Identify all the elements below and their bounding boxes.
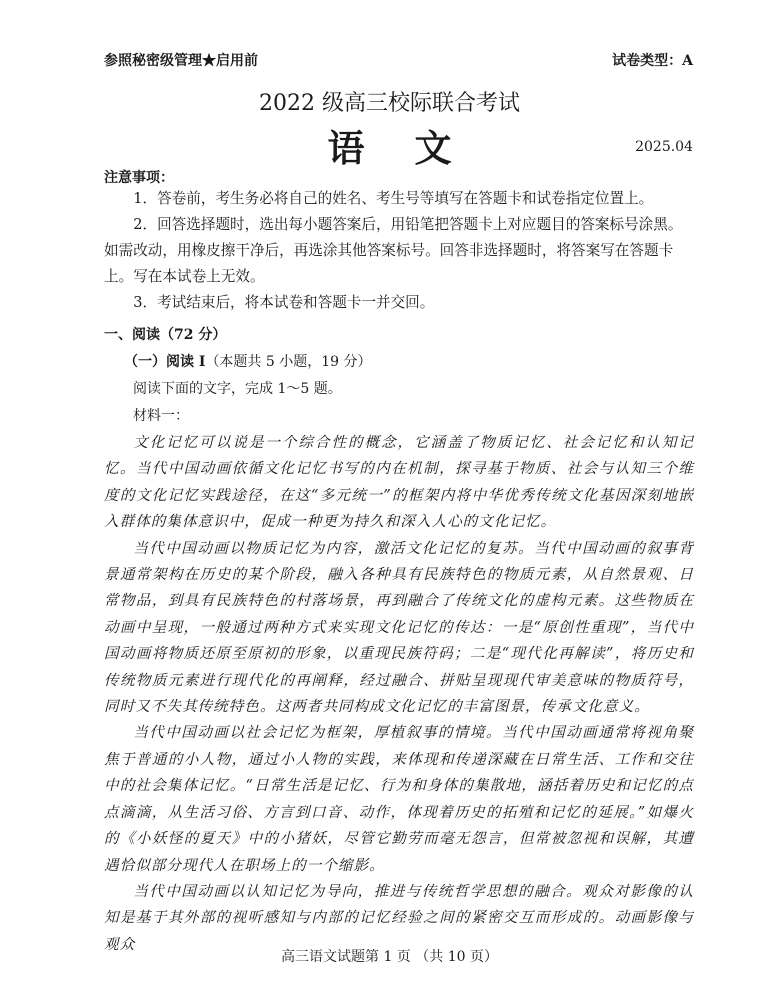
article-paragraph-2: 当代中国动画以物质记忆为内容，激活文化记忆的复苏。当代中国动画的叙事背景通常架构在历史的某个阶段，融入各种具有民族特色的物质元素，从自然景观、日常物品，到具有民族特色的村落场景，再到融合了传统文化的虚构元素。这些物质在动画中呈现，一般通过两种方式来实现文化记忆的传达：一是“原创性重现”，当代中国动画将物质还原至原初的形象，以重现民族符码；二是“现代化再解读”，将历史和传统物质元素进行现代化的再阐释，经过融合、拼贴呈现现代审美意味的物质符号，同时又不失其传统特色。这两者共同构成文化记忆的丰富图景，传承文化意义。 <box>104 539 694 716</box>
article-paragraph-3: 当代中国动画以社会记忆为框架，厚植叙事的情境。当代中国动画通常将视角聚焦于普通的小人物，通过小人物的实践，来体现和传递深藏在日常生活、工作和交往中的社会集体记忆。“日常生活是记忆、行为和身体的集散地，涵括着历史和记忆的点点滴滴，从生活习俗、方言到口音、动作，体现着历史的拓殖和记忆的延展。”如爆火的《小妖怪的夏天》中的小猪妖，尽管它勤劳而毫无怨言，但常被忽视和误解，其遭遇恰似部分现代人在职场上的一个缩影。 <box>104 724 694 874</box>
subject-title: 语文 <box>327 126 502 170</box>
reading-instruction: 阅读下面的文字，完成 1～5 题。 <box>133 381 342 397</box>
secret-label: 参照秘密级管理★启用前 <box>104 53 258 69</box>
subsection-note: （本题共 5 小题，19 分） <box>205 354 372 370</box>
note-item-2: 2．回答选择题时，选出每小题答案后，用铅笔把答题卡上对应题目的答案标号涂黑。如需改动，用橡皮擦干净后，再选涂其他答案标号。回答非选择题时，将答案写在答题卡上。写在本试卷上无效。 <box>104 216 683 285</box>
paper-type: 试卷类型：A <box>612 53 693 69</box>
note-item-3: 3．考试结束后，将本试卷和答题卡一并交回。 <box>133 294 435 311</box>
notes-heading: 注意事项： <box>104 170 174 186</box>
subsection-label: （一）阅读 I <box>124 354 206 370</box>
section-heading: 一、阅读（72 分） <box>104 327 227 343</box>
material-label: 材料一： <box>133 408 189 424</box>
exam-name: 2022 级高三校际联合考试 <box>259 91 520 116</box>
exam-date: 2025.04 <box>635 139 693 155</box>
article-body <box>104 430 694 958</box>
note-item-1: 1．答卷前，考生务必将自己的姓名、考生号等填写在答题卡和试卷指定位置上。 <box>133 190 654 207</box>
notes-list <box>104 186 694 316</box>
page-footer: 高三语文试题第 1 页 （共 10 页） <box>281 949 498 965</box>
article-paragraph-4: 当代中国动画以认知记忆为导向，推进与传统哲学思想的融合。观众对影像的认知是基于其外部的视听感知与内部的记忆经验之间的紧密交互而形成的。动画影像与观众 <box>104 882 694 953</box>
article-paragraph-1: 文化记忆可以说是一个综合性的概念，它涵盖了物质记忆、社会记忆和认知记忆。当代中国动画依循文化记忆书写的内在机制，探寻基于物质、社会与认知三个维度的文化记忆实践途径，在这“多元统一”的框架内将中华优秀传统文化基因深刻地嵌入群体的集体意识中，促成一种更为持久和深入人心的文化记忆。 <box>104 434 694 531</box>
subsection-heading <box>124 351 372 371</box>
